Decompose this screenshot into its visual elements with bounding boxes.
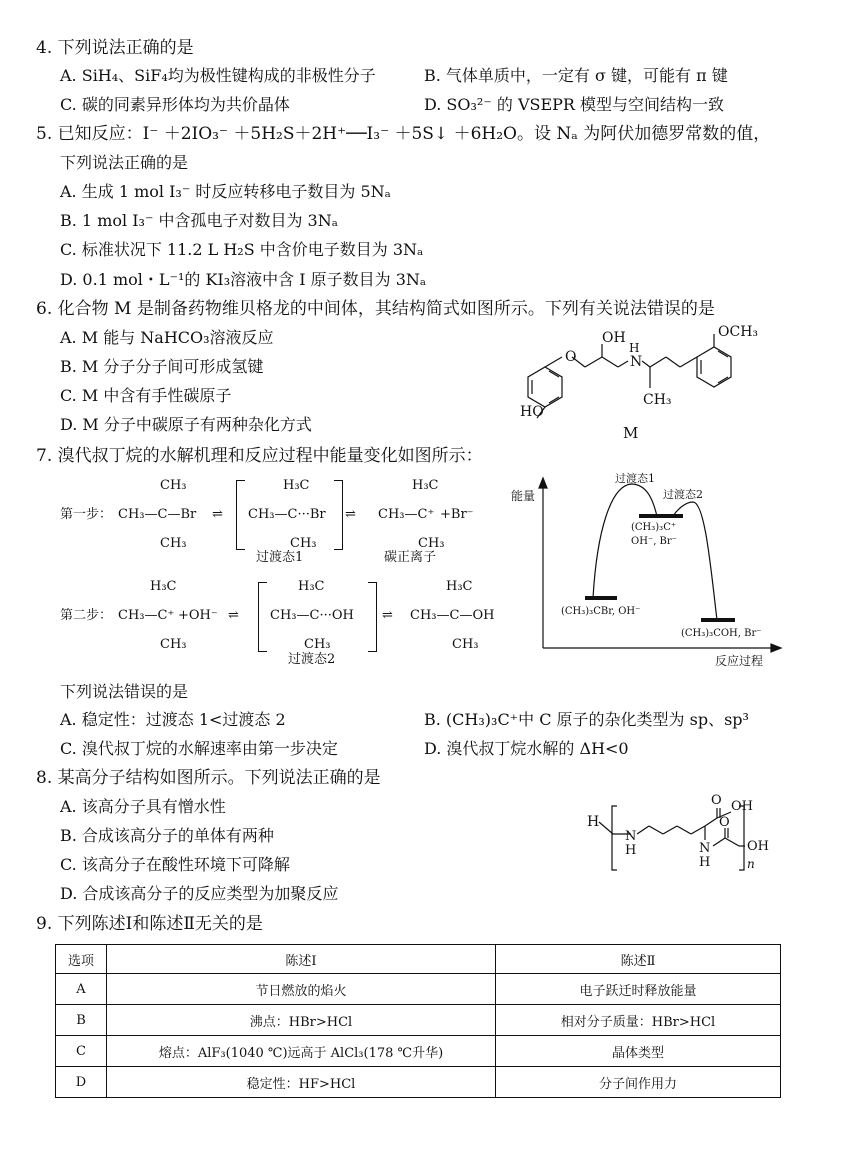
s2-h3c: H₃C (150, 579, 177, 594)
q8-option-b: B. 合成该高分子的单体有两种 (60, 826, 274, 845)
s2-bracket-right (368, 582, 377, 652)
table-row (56, 1005, 781, 1036)
row-b-option: B (56, 1005, 107, 1036)
ch3-label: CH₃ (643, 392, 672, 408)
polymer-amide-h: H (699, 855, 711, 870)
s1-arrow-1: ⇌ (212, 507, 223, 522)
s1-ts-ch3: CH₃ (290, 536, 317, 551)
q7-option-c: C. 溴代叔丁烷的水解速率由第一步决定 (60, 739, 338, 758)
s2-ts-ch3: CH₃ (304, 637, 331, 652)
q6-option-d: D. M 分子中碳原子有两种杂化方式 (60, 415, 312, 434)
s2-arrow-1: ⇌ (228, 608, 239, 623)
q6-option-c: C. M 中含有手性碳原子 (60, 386, 232, 405)
s2-ts-h3c: H₃C (298, 579, 325, 594)
carbocation-label: 碳正离子 (384, 550, 437, 565)
q4-stem: 4. 下列说法正确的是 (36, 38, 194, 58)
q9-table (55, 944, 781, 1098)
q8-option-c: C. 该高分子在酸性环境下可降解 (60, 855, 290, 874)
q5-stem-cont: 下列说法正确的是 (60, 153, 189, 172)
q5-stem: 5. 已知反应：I⁻ ＋2IO₃⁻ ＋5H₂S＋2H⁺──I₃⁻ ＋5S↓ ＋6H₂O。设 Nₐ 为阿伏加德罗常数的值， (36, 124, 771, 144)
q8-option-d: D. 合成该高分子的反应类型为加聚反应 (60, 884, 339, 903)
row-c-statement-2: 晶体类型 (496, 1036, 781, 1067)
polymer-repeat-n: n (747, 857, 755, 871)
q7-option-a: A. 稳定性：过渡态 1<过渡态 2 (60, 710, 286, 729)
q4-option-d: D. SO₃²⁻ 的 VSEPR 模型与空间结构一致 (424, 95, 725, 114)
s1-ts-h3c: H₃C (283, 478, 310, 493)
q9-stem: 9. 下列陈述Ⅰ和陈述Ⅱ无关的是 (36, 914, 263, 934)
s1-top-ch3: CH₃ (160, 478, 187, 493)
s2-bracket-left (258, 582, 267, 652)
s2-prod-h3c: H₃C (446, 579, 473, 594)
polymer-acid-o: O (711, 793, 722, 808)
n-label: N (630, 354, 643, 370)
q4-option-b: B. 气体单质中，一定有 σ 键，可能有 π 键 (424, 66, 728, 85)
s1-reactant: CH₃—C—Br (118, 507, 197, 522)
s2-arrow-2: ⇌ (382, 608, 393, 623)
s2-ts-label: 过渡态2 (288, 652, 336, 667)
s2-oh-minus: +OH⁻ (178, 608, 218, 623)
polymer-n-label: N (625, 829, 637, 844)
s1-cation: CH₃—C⁺ (378, 507, 435, 522)
ether-o-label: O (565, 349, 577, 365)
oh-label: OH (602, 330, 626, 346)
s1-bracket-right (334, 480, 343, 550)
q4-option-a: A. SiH₄、SiF₄均为极性键构成的非极性分子 (60, 66, 376, 85)
header-option: 选项 (56, 945, 107, 974)
ts1-energy-label: 过渡态1 (615, 472, 655, 485)
row-b-statement-2: 相对分子质量：HBr>HCl (496, 1005, 781, 1036)
row-a-statement-2: 电子跃迁时释放能量 (496, 974, 781, 1005)
s1-cation-ch3: CH₃ (418, 536, 445, 551)
process-axis-label: 反应过程 (715, 654, 764, 668)
reactant-label: (CH₃)₃CBr, OH⁻ (561, 606, 641, 617)
q6-option-a: A. M 能与 NaHCO₃溶液反应 (60, 328, 274, 347)
header-statement-2: 陈述Ⅱ (496, 945, 781, 974)
q8-stem: 8. 某高分子结构如图所示。下列说法正确的是 (36, 768, 381, 788)
s2-cation: CH₃—C⁺ (118, 608, 175, 623)
intermediate-ions-label: OH⁻, Br⁻ (631, 536, 677, 547)
s1-ts-body: CH₃—C···Br (248, 507, 326, 522)
table-row (56, 1036, 781, 1067)
s1-ts-label: 过渡态1 (256, 550, 304, 565)
table-header-row (56, 945, 781, 974)
ts2-energy-label: 过渡态2 (663, 488, 703, 501)
table-row (56, 974, 781, 1005)
s1-br-minus: +Br⁻ (440, 507, 474, 522)
q6-stem: 6. 化合物 M 是制备药物维贝格龙的中间体，其结构简式如图所示。下列有关说法错误的是 (36, 299, 715, 319)
s1-cation-h3c: H₃C (412, 478, 439, 493)
s1-arrow-2: ⇌ (345, 507, 356, 522)
row-d-statement-2: 分子间作用力 (496, 1067, 781, 1098)
q6-option-b: B. M 分子分子间可形成氢键 (60, 357, 264, 376)
s2-prod-ch3: CH₃ (452, 637, 479, 652)
row-c-option: C (56, 1036, 107, 1067)
q7-stem: 7. 溴代叔丁烷的水解机理和反应过程中能量变化如图所示： (36, 446, 483, 466)
q5-option-c: C. 标准状况下 11.2 L H₂S 中含价电子数目为 3Nₐ (60, 240, 424, 259)
compound-m-label: M (623, 424, 639, 442)
q8-option-a: A. 该高分子具有憎水性 (60, 797, 226, 816)
table-row (56, 1067, 781, 1098)
polymer-nh-h: H (625, 843, 637, 858)
s1-bottom-ch3: CH₃ (160, 536, 187, 551)
s2-ts-body: CH₃—C···OH (270, 608, 354, 623)
product-label: (CH₃)₃COH, Br⁻ (681, 628, 762, 639)
polymer-amide-n: N (699, 841, 711, 856)
step2-label: 第二步： (60, 608, 113, 623)
intermediate-label: (CH₃)₃C⁺ (631, 522, 677, 533)
q4-option-c: C. 碳的同素异形体均为共价晶体 (60, 95, 290, 114)
q7-option-d: D. 溴代叔丁烷水解的 ΔH<0 (424, 739, 629, 758)
compound-m-structure (490, 322, 790, 447)
q7-option-b: B. (CH₃)₃C⁺中 C 原子的杂化类型为 sp、sp³ (424, 710, 749, 729)
header-statement-1: 陈述Ⅰ (107, 945, 496, 974)
energy-axis-label: 能量 (511, 489, 536, 503)
row-b-statement-1: 沸点：HBr>HCl (107, 1005, 496, 1036)
s2-product: CH₃—C—OH (410, 608, 495, 623)
row-a-statement-1: 节日燃放的焰火 (107, 974, 496, 1005)
row-c-statement-1: 熔点：AlF₃(1040 ℃)远高于 AlCl₃(178 ℃升华) (107, 1036, 496, 1067)
s2-ch3: CH₃ (160, 637, 187, 652)
polymer-h-label: H (587, 814, 600, 830)
row-d-statement-1: 稳定性：HF>HCl (107, 1067, 496, 1098)
polymer-carbonyl-o: O (719, 815, 730, 830)
row-d-option: D (56, 1067, 107, 1098)
polymer-end-oh: OH (747, 839, 769, 854)
polymer-structure (585, 788, 785, 880)
ho-label: HO (520, 404, 544, 420)
step1-label: 第一步： (60, 507, 113, 522)
q5-option-b: B. 1 mol I₃⁻ 中含孤电子对数目为 3Nₐ (60, 211, 338, 230)
nh-label: H (629, 341, 640, 355)
row-a-option: A (56, 974, 107, 1005)
och3-label: OCH₃ (718, 324, 759, 340)
polymer-acid-oh: OH (731, 799, 753, 814)
q7-stem-cont: 下列说法错误的是 (60, 682, 189, 701)
s1-bracket-left (236, 480, 245, 550)
q5-option-a: A. 生成 1 mol I₃⁻ 时反应转移电子数目为 5Nₐ (60, 182, 391, 201)
q5-option-d: D. 0.1 mol・L⁻¹的 KI₃溶液中含 I 原子数目为 3Nₐ (60, 270, 427, 289)
energy-diagram (505, 470, 790, 670)
